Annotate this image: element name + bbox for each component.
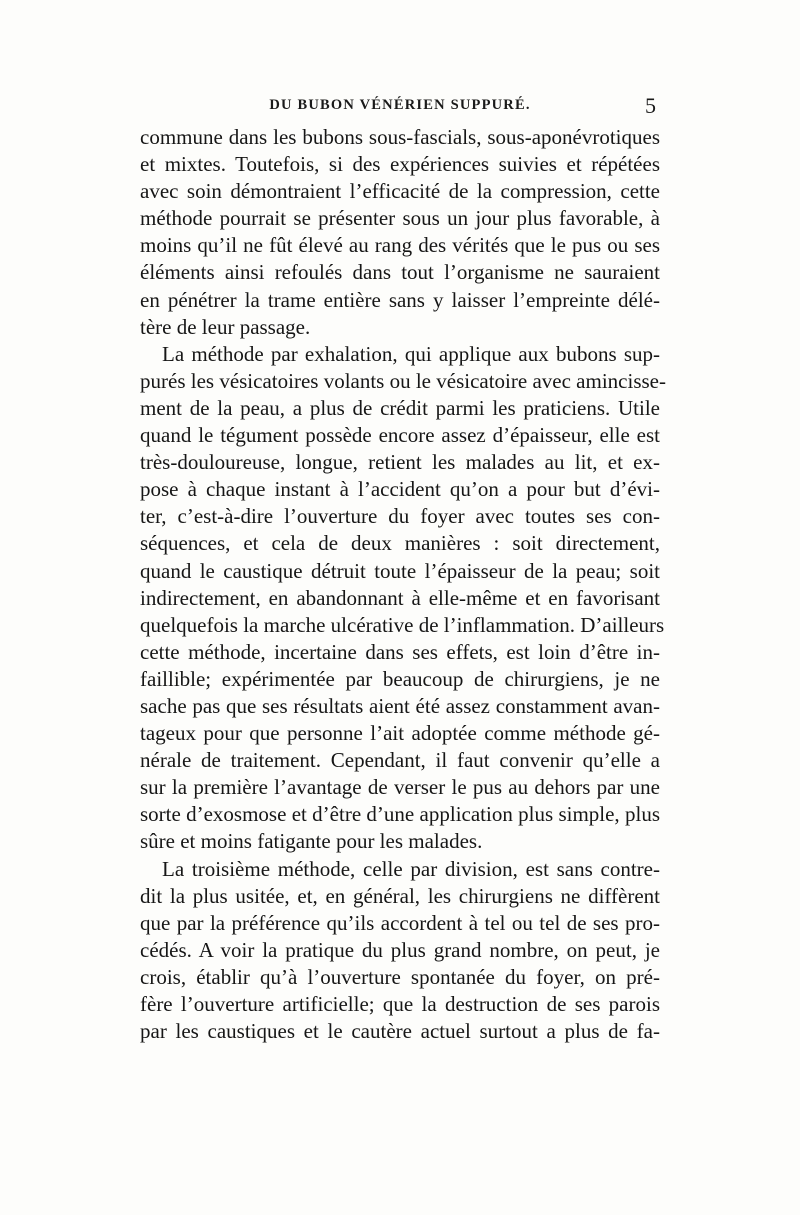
text-line: éléments ainsi refoulés dans tout l’organisme ne sauraient (140, 260, 660, 285)
text-line: en pénétrer la trame entière sans y laisser l’empreinte délé- (140, 287, 660, 312)
text-line: que par la préférence qu’ils accordent à tel ou tel de ses pro- (140, 910, 660, 935)
text-line: cédés. A voir la pratique du plus grand nombre, on peut, je (140, 937, 660, 962)
text-line: nérale de traitement. Cependant, il faut convenir qu’elle a (140, 748, 660, 773)
text-line: sûre et moins fatigante pour les malades. (140, 829, 483, 854)
text-line: sur la première l’avantage de verser le pus au dehors par une (140, 775, 660, 800)
text-line: méthode pourrait se présenter sous un jour plus favorable, à (140, 206, 660, 231)
text-line: faillible; expérimentée par beaucoup de chirurgiens, je ne (140, 666, 660, 691)
text-line: quelquefois la marche ulcérative de l’inflammation. D’ailleurs (140, 612, 665, 637)
text-line: crois, établir qu’à l’ouverture spontanée du foyer, on pré- (140, 964, 660, 989)
text-line: avec soin démontraient l’efficacité de la compression, cette (140, 179, 660, 204)
page-header (140, 93, 660, 121)
text-line: moins qu’il ne fût élevé au rang des vérités que le pus ou ses (140, 233, 660, 258)
running-title: DU BUBON VÉNÉRIEN SUPPURÉ. (269, 97, 531, 113)
text-line: séquences, et cela de deux manières : soit directement, (140, 531, 660, 556)
text-line: purés les vésicatoires volants ou le vésicatoire avec amincisse- (140, 368, 666, 393)
text-line: indirectement, en abandonnant à elle-même et en favorisant (140, 585, 660, 610)
text-line: La méthode par exhalation, qui applique aux bubons sup- (162, 341, 660, 366)
text-line: dit la plus usitée, et, en général, les chirurgiens ne diffèrent (140, 883, 660, 908)
text-line: sache pas que ses résultats aient été assez constamment avan- (140, 693, 660, 718)
text-line: ment de la peau, a plus de crédit parmi les praticiens. Utile (140, 395, 660, 420)
page-number: 5 (645, 93, 656, 118)
text-line: quand le caustique détruit toute l’épaisseur de la peau; soit (140, 558, 660, 583)
text-line: très-douloureuse, longue, retient les malades au lit, et ex- (140, 450, 660, 475)
text-line: sorte d’exosmose et d’être d’une application plus simple, plus (140, 802, 660, 827)
text-line: La troisième méthode, celle par division, est sans contre- (162, 856, 660, 881)
text-line: ter, c’est-à-dire l’ouverture du foyer avec toutes ses con- (140, 504, 660, 529)
text-line: tageux pour que personne l’ait adoptée comme méthode gé- (140, 721, 660, 746)
text-line: pose à chaque instant à l’accident qu’on a pour but d’évi- (140, 477, 660, 502)
text-line: fère l’ouverture artificielle; que la destruction de ses parois (140, 992, 660, 1016)
text-line: par les caustiques et le cautère actuel surtout a plus de fa- (140, 1019, 660, 1044)
text-line: cette méthode, incertaine dans ses effets, est loin d’être in- (140, 639, 660, 664)
text-line: quand le tégument possède encore assez d’épaisseur, elle est (140, 423, 660, 448)
text-line: et mixtes. Toutefois, si des expériences suivies et répétées (140, 152, 660, 177)
body-text (140, 124, 666, 1045)
text-line: tère de leur passage. (140, 314, 311, 339)
text-line: commune dans les bubons sous-fascials, sous-aponévrotiques (140, 125, 660, 149)
